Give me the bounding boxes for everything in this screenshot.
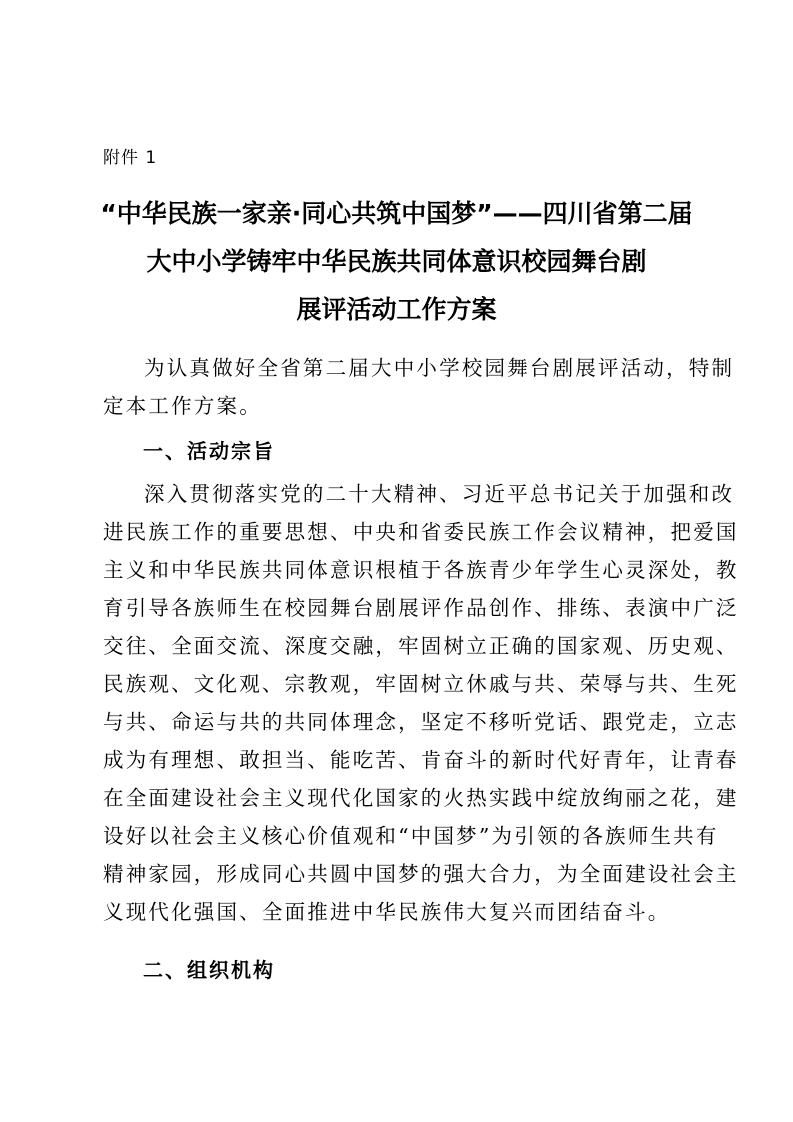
purpose-line: 在全面建设社会主义现代化国家的火热实践中绽放绚丽之花，建 [103, 786, 739, 810]
title-line-3: 展评活动工作方案 [296, 295, 497, 324]
attachment-label: 附件 1 [103, 148, 158, 168]
purpose-line: 义现代化强国、全面推进中华民族伟大复兴而团结奋斗。 [103, 900, 671, 924]
intro-line-1: 为认真做好全省第二届大中小学校园舞台剧展评活动，特制 [144, 356, 735, 380]
purpose-line: 精神家园，形成同心共圆中国梦的强大合力，为全面建设社会主 [103, 862, 739, 886]
purpose-line: 主义和中华民族共同体意识根植于各族青少年学生心灵深处，教 [103, 558, 739, 582]
purpose-line: 设好以社会主义核心价值观和“中国梦”为引领的各族师生共有 [103, 824, 719, 848]
purpose-line: 成为有理想、敢担当、能吃苦、肯奋斗的新时代好青年，让青春 [103, 748, 739, 772]
purpose-line: 进民族工作的重要思想、中央和省委民族工作会议精神，把爱国 [103, 520, 739, 544]
purpose-line: 深入贯彻落实党的二十大精神、习近平总书记关于加强和改 [144, 482, 735, 506]
purpose-line: 民族观、文化观、宗教观，牢固树立休戚与共、荣辱与共、生死 [103, 672, 739, 696]
purpose-line: 育引导各族师生在校园舞台剧展评作品创作、排练、表演中广泛 [103, 596, 739, 620]
purpose-line: 与共、命运与共的共同体理念，坚定不移听党话、跟党走，立志 [103, 710, 739, 734]
document-title [60, 190, 733, 334]
intro-line-2: 定本工作方案。 [103, 394, 262, 418]
purpose-line: 交往、全面交流、深度交融，牢固树立正确的国家观、历史观、 [103, 634, 739, 658]
purpose-paragraph [103, 475, 739, 931]
intro-paragraph [103, 349, 735, 425]
title-line-1: “中华民族一家亲·同心共筑中国梦”——四川省第二届 [100, 199, 693, 228]
section-heading-purpose: 一、活动宗旨 [143, 439, 275, 463]
section-heading-organization: 二、组织机构 [143, 958, 275, 982]
title-line-2: 大中小学铸牢中华民族共同体意识校园舞台剧 [146, 247, 647, 276]
